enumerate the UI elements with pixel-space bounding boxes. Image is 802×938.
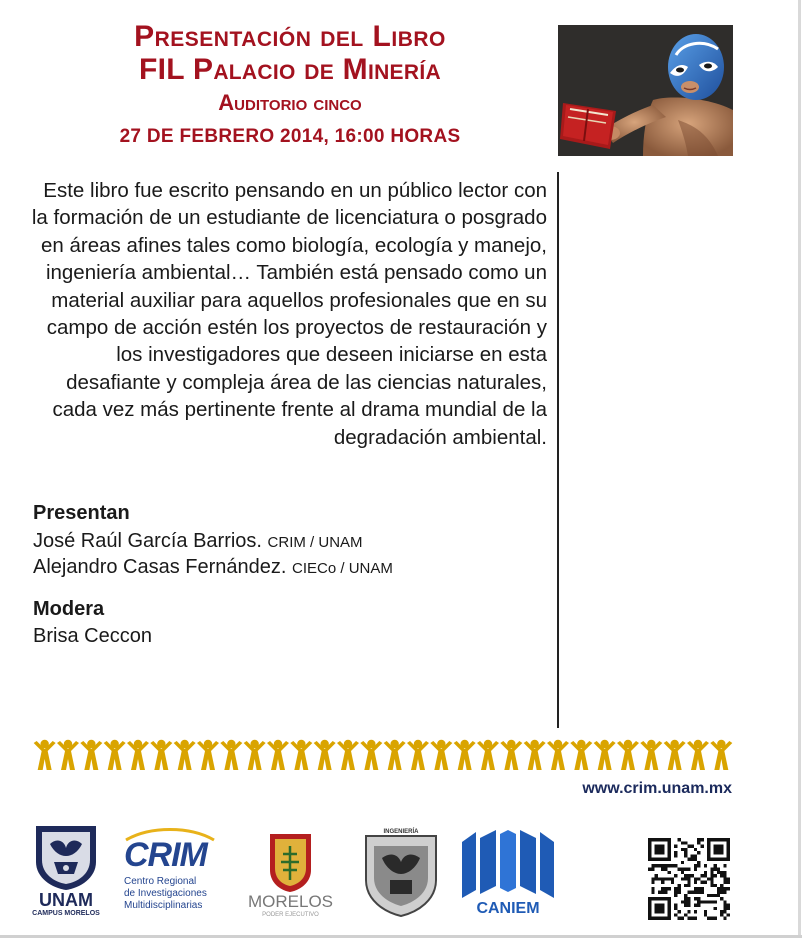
gold-figure-icon <box>594 740 616 770</box>
gold-figure-icon <box>687 740 709 770</box>
crim-line-3: Multidisciplinarias <box>124 900 203 911</box>
gold-figure-icon <box>57 740 79 770</box>
unam-shield-icon <box>30 822 102 892</box>
caniem-book-icon <box>458 828 558 900</box>
event-title: Presentación del Libro <box>134 20 446 53</box>
gold-figure-icon <box>267 740 289 770</box>
morelos-logo-subtitle: PODER EJECUTIVO <box>262 912 319 918</box>
gold-figure-icon <box>477 740 499 770</box>
gold-figure-icon <box>34 740 56 770</box>
gold-figure-icon <box>244 740 266 770</box>
presenter-2 <box>33 556 393 579</box>
event-date: 27 DE FEBRERO 2014, 16:00 HORAS <box>119 126 461 147</box>
moderator-name: Brisa Ceccon <box>33 625 152 647</box>
gold-figure-icon <box>407 740 429 770</box>
gold-figure-icon <box>360 740 382 770</box>
gold-figure-icon <box>430 740 452 770</box>
book-description: Este libro fue escrito pensando en un público lector con la formación de un estudiante de licenciatura o posgrado en áreas afines tales como biología, ecología y manejo, ingeniería ambiental… También está pensado como un material auxiliar para aquellos profesionales que en su campo de acción estén los proyectos de restauración y los investigadores que deseen iniciarse en esta desafiante y compleja área de las ciencias naturales, cada vez más pertinente frente al drama mundial de la degradación ambiental. <box>31 179 547 449</box>
gold-figure-icon <box>547 740 569 770</box>
website-link[interactable]: www.crim.unam.mx <box>582 780 732 797</box>
gold-figure-icon <box>314 740 336 770</box>
crim-acronym: CRIM <box>124 836 207 874</box>
qr-code[interactable] <box>646 838 732 920</box>
crim-line-1: Centro Regional <box>124 876 197 887</box>
vertical-divider <box>557 172 559 728</box>
gold-figure-icon <box>104 740 126 770</box>
event-header <box>60 20 520 150</box>
ingenieria-logo <box>360 828 442 918</box>
presenter-2-name: Alejandro Casas Fernández. <box>33 556 287 578</box>
morelos-logo <box>243 832 338 920</box>
decorative-figures-row <box>33 737 733 773</box>
caniem-logo-text: CANIEM <box>476 900 540 917</box>
gold-figure-icon <box>290 740 312 770</box>
gold-figure-icon <box>500 740 522 770</box>
gold-figure-icon <box>524 740 546 770</box>
morelos-shield-icon <box>243 832 338 892</box>
gold-figure-icon <box>150 740 172 770</box>
ingenieria-seal-icon <box>360 828 442 918</box>
moderator-heading: Modera <box>33 598 105 620</box>
morelos-logo-text: MORELOS <box>247 892 334 911</box>
crim-line-2: de Investigaciones <box>124 888 207 899</box>
gold-figure-icon <box>127 740 149 770</box>
gold-figure-icon <box>640 740 662 770</box>
presenter-1-affiliation: CRIM / UNAM <box>267 534 363 551</box>
gold-figure-icon <box>664 740 686 770</box>
qr-code-icon <box>646 838 732 920</box>
gold-figure-icon <box>710 740 732 770</box>
gold-figure-icon <box>337 740 359 770</box>
unam-logo <box>30 822 102 922</box>
event-venue: FIL Palacio de Minería <box>139 53 441 86</box>
unam-logo-subtitle: CAMPUS MORELOS <box>32 910 100 917</box>
wrestler-reading-photo <box>558 25 733 156</box>
presenter-2-affiliation: CIECo / UNAM <box>292 560 393 577</box>
presenter-1 <box>33 530 363 553</box>
crim-logo <box>120 826 220 916</box>
gold-figure-icon <box>220 740 242 770</box>
crim-full-name <box>124 876 207 912</box>
gold-figure-icon <box>617 740 639 770</box>
unam-logo-text: UNAM <box>39 890 93 910</box>
gold-figure-icon <box>384 740 406 770</box>
gold-figure-icon <box>570 740 592 770</box>
presenter-1-name: José Raúl García Barrios. <box>33 530 262 552</box>
presenters-heading: Presentan <box>33 502 130 524</box>
gold-figure-icon <box>174 740 196 770</box>
page-border-right <box>798 0 801 936</box>
ingenieria-label: INGENIERÍA <box>383 829 419 835</box>
gold-figure-icon <box>80 740 102 770</box>
event-room: Auditorio cinco <box>218 90 362 115</box>
gold-figure-icon <box>454 740 476 770</box>
gold-figure-icon <box>197 740 219 770</box>
wrestler-illustration <box>558 25 733 156</box>
caniem-logo <box>458 828 558 920</box>
